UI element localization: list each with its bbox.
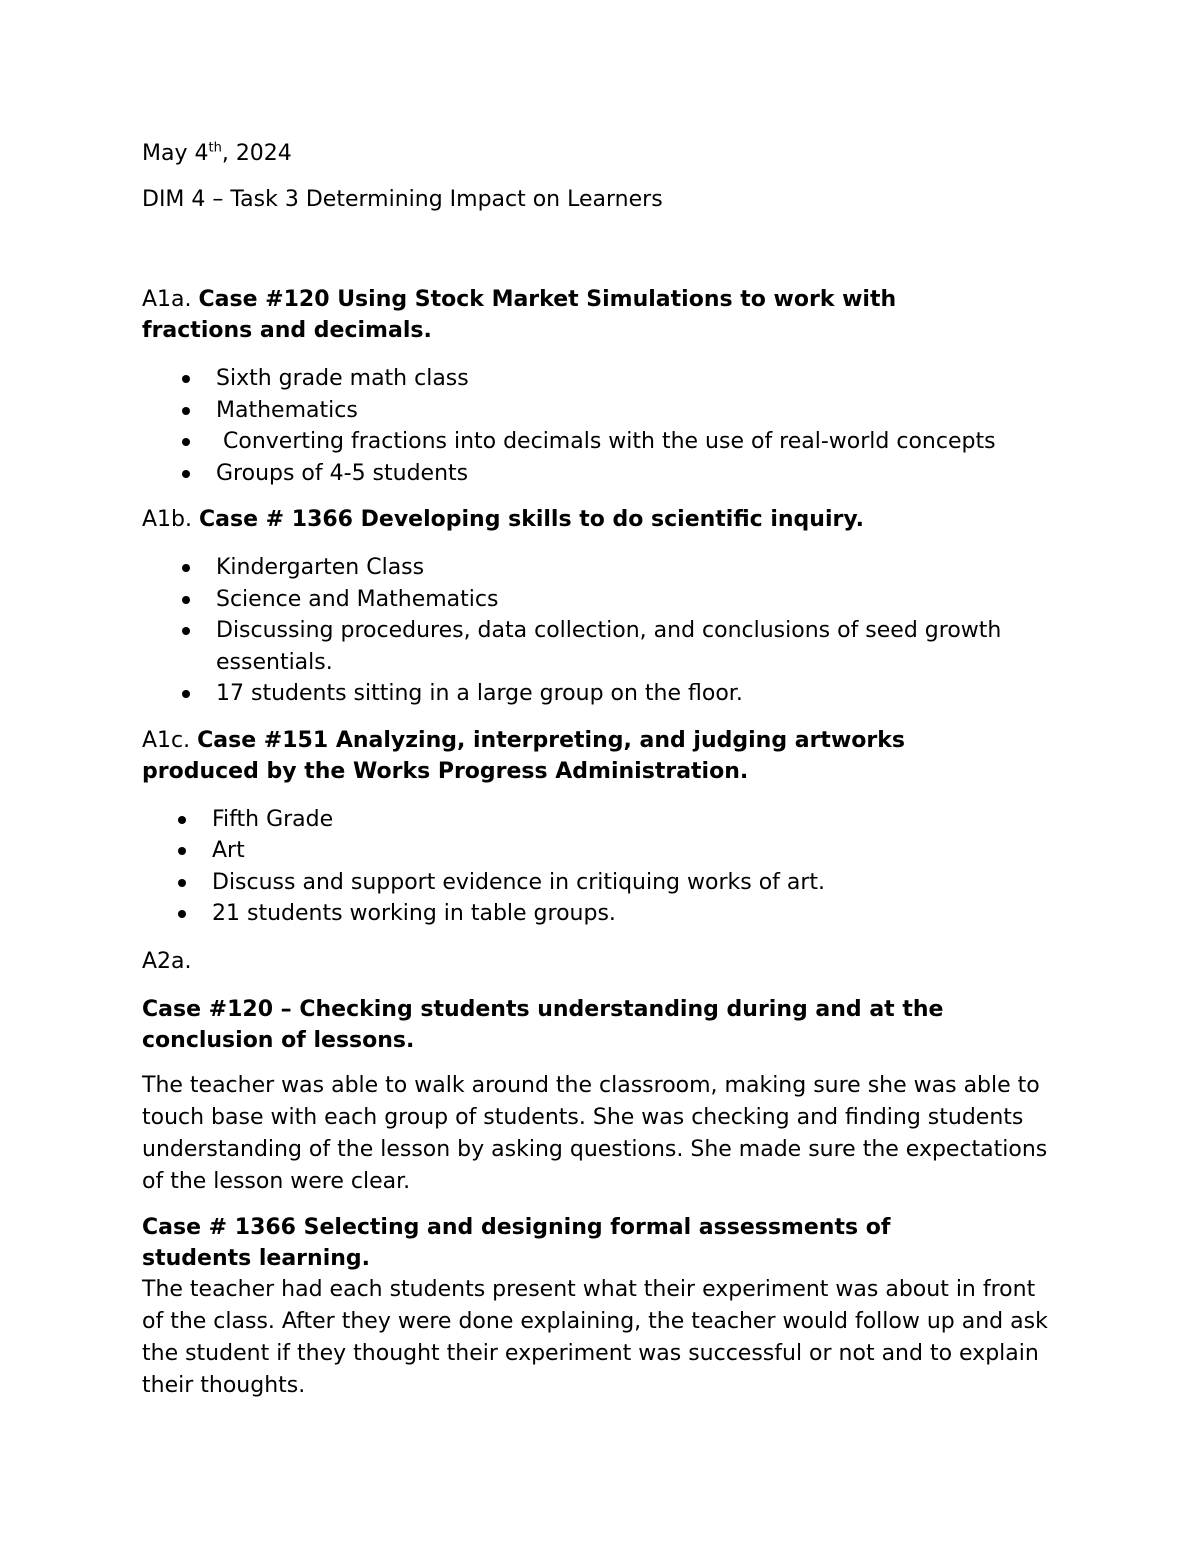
- section-a1b-heading: [142, 504, 1072, 535]
- section-a1c-bullets: [142, 804, 1072, 930]
- section-heading-text: Case # 1366 Developing skills to do scientific inquiry.: [199, 507, 865, 532]
- a2a-case-120-heading: Case #120 – Checking students understanding during and at the conclusion of lessons.: [142, 996, 944, 1053]
- bullet-icon: [182, 470, 190, 478]
- a2a-case-1366-body: The teacher had each students present what their experiment was about in front of the class. After they were done explaining, the teacher would follow up and ask the student if they thought their experiment was successful or not and to explain their thoughts.: [142, 1276, 1048, 1398]
- list-item-text: Science and Mathematics: [216, 586, 499, 612]
- section-label: A1a.: [142, 287, 199, 312]
- list-item: [142, 426, 1072, 458]
- date-text: May 4: [142, 141, 209, 166]
- list-item-text: Groups of 4-5 students: [216, 460, 469, 486]
- list-item: [142, 584, 1072, 616]
- list-item-text: 17 students sitting in a large group on the floor.: [216, 681, 743, 706]
- bullet-icon: [182, 564, 190, 572]
- list-item-text: Discussing procedures, data collection, and conclusions of seed growth essentials.: [216, 618, 1002, 675]
- section-a1a-bullets: [142, 363, 1072, 489]
- document-date: [142, 138, 1072, 170]
- list-item: [142, 867, 1072, 899]
- list-item-text: Fifth Grade: [212, 806, 334, 832]
- date-year: , 2024: [221, 141, 292, 166]
- list-item: [142, 898, 1072, 930]
- list-item: [142, 363, 1072, 395]
- bullet-icon: [182, 375, 190, 383]
- bullet-icon: [182, 627, 190, 635]
- section-heading-text: Case #120 Using Stock Market Simulations to work with fractions and decimals.: [142, 287, 897, 343]
- a2a-case-120-body: The teacher was able to walk around the classroom, making sure she was able to touch base with each group of students. She was checking and finding students understanding of the lesson by asking questions. She made sure the expectations of the lesson were clear.: [142, 1072, 1048, 1194]
- list-item: [142, 678, 1072, 710]
- list-item: [142, 458, 1072, 490]
- document-title: DIM 4 – Task 3 Determining Impact on Learners: [142, 187, 663, 212]
- list-item-text: Mathematics: [216, 397, 358, 423]
- bullet-icon: [178, 847, 186, 855]
- list-item-text: Art: [212, 838, 245, 863]
- list-item-text: Kindergarten Class: [216, 555, 425, 580]
- bullet-icon: [178, 910, 186, 918]
- list-item-text: Sixth grade math class: [216, 366, 469, 391]
- list-item: [142, 552, 1072, 584]
- section-a1b-bullets: [142, 552, 1072, 710]
- a2a-case-1366-heading: Case # 1366 Selecting and designing formal assessments of students learning.: [142, 1214, 891, 1271]
- document-page: [142, 138, 1072, 1402]
- section-heading-text: Case #151 Analyzing, interpreting, and judging artworks produced by the Works Progress Administration.: [142, 727, 905, 784]
- list-item: [142, 804, 1072, 836]
- bullet-icon: [182, 690, 190, 698]
- list-item: [142, 615, 1061, 678]
- list-item-text: Discuss and support evidence in critiquing works of art.: [212, 869, 826, 895]
- bullet-icon: [178, 816, 186, 824]
- section-a2a-label: A2a.: [142, 948, 192, 974]
- section-label: A1c.: [142, 727, 198, 753]
- section-label: A1b.: [142, 507, 199, 532]
- bullet-icon: [182, 596, 190, 604]
- bullet-icon: [182, 438, 190, 446]
- section-a1c-heading: [142, 725, 972, 787]
- list-item-text: Converting fractions into decimals with the use of real-world concepts: [216, 429, 996, 454]
- date-superscript: th: [208, 140, 222, 156]
- list-item-text: 21 students working in table groups.: [212, 901, 616, 926]
- list-item: [142, 395, 1072, 427]
- section-a1a-heading: [142, 284, 962, 346]
- list-item: [142, 835, 1072, 867]
- bullet-icon: [182, 407, 190, 415]
- bullet-icon: [178, 879, 186, 887]
